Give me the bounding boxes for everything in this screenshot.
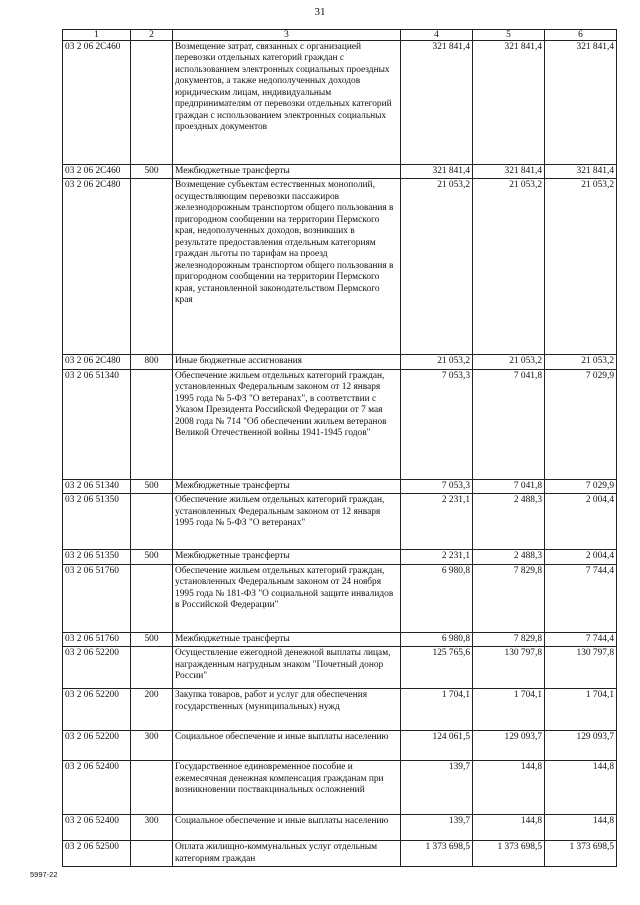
row-value-year-2: 21 053,2: [473, 355, 545, 369]
row-value-year-3: 21 053,2: [545, 355, 617, 369]
row-code: 03 2 06 52400: [63, 761, 131, 815]
row-expense-type: 200: [131, 689, 173, 731]
row-value-year-1: 124 061,5: [401, 731, 473, 761]
footer-document-code: 5997-22: [30, 870, 58, 879]
row-value-year-2: 321 841,4: [473, 41, 545, 165]
row-value-year-2: 1 373 698,5: [473, 841, 545, 867]
row-name: Осуществление ежегодной денежной выплаты лицам, награжденным нагрудным знаком "Почетный донор России": [173, 647, 401, 689]
row-value-year-2: 2 488,3: [473, 494, 545, 550]
row-value-year-1: 139,7: [401, 815, 473, 841]
row-value-year-2: 7 829,8: [473, 632, 545, 646]
table-row: [63, 479, 617, 493]
row-value-year-1: 1 373 698,5: [401, 841, 473, 867]
row-name: Обеспечение жильем отдельных категорий граждан, установленных Федеральным законом от 24 ноября 1995 года № 181-ФЗ "О социальной защите инвалидов в Российской Федерации": [173, 564, 401, 632]
row-code: 03 2 06 2С480: [63, 179, 131, 355]
row-expense-type: [131, 179, 173, 355]
row-value-year-2: 129 093,7: [473, 731, 545, 761]
row-value-year-1: 139,7: [401, 761, 473, 815]
row-value-year-1: 321 841,4: [401, 41, 473, 165]
page-number: 31: [314, 6, 326, 18]
row-value-year-1: 6 980,8: [401, 632, 473, 646]
row-expense-type: 500: [131, 165, 173, 179]
row-expense-type: 500: [131, 550, 173, 564]
row-value-year-3: 7 029,9: [545, 479, 617, 493]
table-row: [63, 369, 617, 479]
row-value-year-1: 1 704,1: [401, 689, 473, 731]
row-name: Обеспечение жильем отдельных категорий граждан, установленных Федеральным законом от 12 января 1995 года № 5-ФЗ "О ветеранах", в соответствии с Указом Президента Российской Федерации от 7 мая 2008 года № 714 "Об обеспечении жильем ветеранов Великой Отечественной войны 1941-1945 годов": [173, 369, 401, 479]
row-name: Государственное единовременное пособие и ежемесячная денежная компенсация гражданам при возникновении поствакцинальных осложнений: [173, 761, 401, 815]
row-name: Межбюджетные трансферты: [173, 165, 401, 179]
row-code: 03 2 06 51760: [63, 564, 131, 632]
row-name: Межбюджетные трансферты: [173, 632, 401, 646]
row-name: Межбюджетные трансферты: [173, 479, 401, 493]
table-row: [63, 355, 617, 369]
row-value-year-3: 129 093,7: [545, 731, 617, 761]
row-expense-type: [131, 761, 173, 815]
row-name: Межбюджетные трансферты: [173, 550, 401, 564]
row-value-year-1: 21 053,2: [401, 355, 473, 369]
row-name: Возмещение субъектам естественных монополий, осуществляющим перевозки пассажиров железнодорожным транспортом общего пользования в пригородном сообщении на территории Пермского края, недополученных доходов, возникших в результате предоставления отдельным категориям граждан льготы по тарифам на проезд железнодорожным транспортом общего пользования в пригородном сообщении на территории Пермского края, установленной законодательством Пермского края: [173, 179, 401, 355]
row-value-year-1: 321 841,4: [401, 165, 473, 179]
table-row: [63, 165, 617, 179]
table-row: [63, 761, 617, 815]
row-value-year-1: 6 980,8: [401, 564, 473, 632]
row-expense-type: 300: [131, 731, 173, 761]
table-row: [63, 731, 617, 761]
row-value-year-3: 144,8: [545, 761, 617, 815]
table-row: [63, 632, 617, 646]
row-code: 03 2 06 51340: [63, 479, 131, 493]
row-value-year-1: 7 053,3: [401, 479, 473, 493]
row-value-year-2: 1 704,1: [473, 689, 545, 731]
row-value-year-3: 1 704,1: [545, 689, 617, 731]
row-value-year-1: 2 231,1: [401, 550, 473, 564]
row-code: 03 2 06 52200: [63, 731, 131, 761]
table-row: [63, 41, 617, 165]
row-value-year-1: 125 765,6: [401, 647, 473, 689]
row-code: 03 2 06 2С480: [63, 355, 131, 369]
row-value-year-1: 2 231,1: [401, 494, 473, 550]
row-code: 03 2 06 51760: [63, 632, 131, 646]
row-value-year-3: 21 053,2: [545, 179, 617, 355]
row-code: 03 2 06 52200: [63, 689, 131, 731]
row-value-year-2: 321 841,4: [473, 165, 545, 179]
row-value-year-3: 321 841,4: [545, 41, 617, 165]
row-value-year-2: 144,8: [473, 815, 545, 841]
row-name: Оплата жилищно-коммунальных услуг отдельным категориям граждан: [173, 841, 401, 867]
table-row: [63, 689, 617, 731]
row-value-year-3: 7 744,4: [545, 632, 617, 646]
column-header-2: 2: [131, 30, 173, 41]
table-row: [63, 841, 617, 867]
row-name: Социальное обеспечение и иные выплаты населению: [173, 815, 401, 841]
column-header-5: 5: [473, 30, 545, 41]
row-value-year-2: 2 488,3: [473, 550, 545, 564]
row-expense-type: [131, 841, 173, 867]
row-value-year-1: 7 053,3: [401, 369, 473, 479]
row-code: 03 2 06 51350: [63, 494, 131, 550]
row-name: Иные бюджетные ассигнования: [173, 355, 401, 369]
table-row: [63, 647, 617, 689]
row-value-year-2: 130 797,8: [473, 647, 545, 689]
row-name: Социальное обеспечение и иные выплаты населению: [173, 731, 401, 761]
row-value-year-2: 7 041,8: [473, 479, 545, 493]
row-expense-type: [131, 494, 173, 550]
row-value-year-3: 7 029,9: [545, 369, 617, 479]
column-header-1: 1: [63, 30, 131, 41]
row-value-year-2: 7 829,8: [473, 564, 545, 632]
row-value-year-3: 7 744,4: [545, 564, 617, 632]
table-row: [63, 550, 617, 564]
row-value-year-3: 144,8: [545, 815, 617, 841]
row-value-year-2: 21 053,2: [473, 179, 545, 355]
row-expense-type: [131, 564, 173, 632]
row-value-year-3: 2 004,4: [545, 550, 617, 564]
row-value-year-2: 144,8: [473, 761, 545, 815]
row-name: Обеспечение жильем отдельных категорий граждан, установленных Федеральным законом от 12 января 1995 года № 5-ФЗ "О ветеранах": [173, 494, 401, 550]
row-value-year-1: 21 053,2: [401, 179, 473, 355]
row-name: Возмещение затрат, связанных с организацией перевозки отдельных категорий граждан с использованием электронных социальных проездных документов, а также недополученных доходов юридическим лицам, индивидуальным предпринимателям от перевозки отдельных категорий граждан с использованием электронных социальных проездных документов: [173, 41, 401, 165]
row-expense-type: [131, 369, 173, 479]
table-row: [63, 494, 617, 550]
row-value-year-2: 7 041,8: [473, 369, 545, 479]
row-code: 03 2 06 2С460: [63, 41, 131, 165]
row-code: 03 2 06 2С460: [63, 165, 131, 179]
table-header-row: [63, 30, 617, 41]
row-expense-type: [131, 647, 173, 689]
budget-table: [62, 29, 617, 867]
row-expense-type: [131, 41, 173, 165]
row-value-year-3: 321 841,4: [545, 165, 617, 179]
row-code: 03 2 06 52500: [63, 841, 131, 867]
column-header-4: 4: [401, 30, 473, 41]
row-value-year-3: 1 373 698,5: [545, 841, 617, 867]
row-value-year-3: 2 004,4: [545, 494, 617, 550]
row-expense-type: 500: [131, 479, 173, 493]
table-row: [63, 815, 617, 841]
column-header-3: 3: [173, 30, 401, 41]
row-expense-type: 500: [131, 632, 173, 646]
table-row: [63, 179, 617, 355]
row-code: 03 2 06 52200: [63, 647, 131, 689]
row-code: 03 2 06 52400: [63, 815, 131, 841]
column-header-6: 6: [545, 30, 617, 41]
row-expense-type: 800: [131, 355, 173, 369]
row-code: 03 2 06 51350: [63, 550, 131, 564]
row-code: 03 2 06 51340: [63, 369, 131, 479]
row-value-year-3: 130 797,8: [545, 647, 617, 689]
table-row: [63, 564, 617, 632]
row-expense-type: 300: [131, 815, 173, 841]
row-name: Закупка товаров, работ и услуг для обеспечения государственных (муниципальных) нужд: [173, 689, 401, 731]
